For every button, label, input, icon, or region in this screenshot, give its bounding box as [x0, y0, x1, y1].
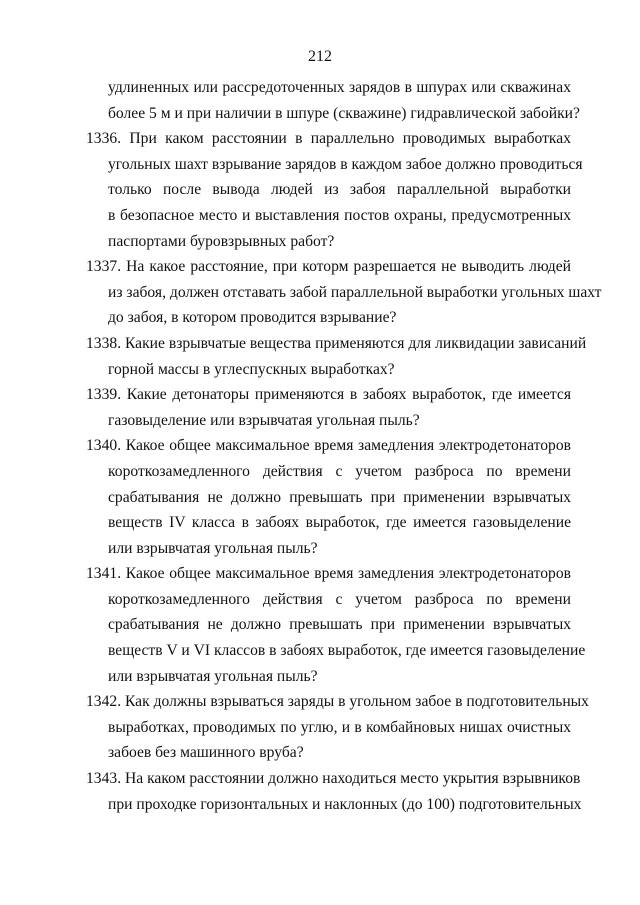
text-line: угольных шахт взрывание зарядов в каждом забое должно проводиться	[108, 155, 583, 173]
text-line: только после вывода людей из забоя параллельной выработки	[108, 181, 571, 199]
text-line: в безопасное место и выставления постов охраны, предусмотренных	[108, 206, 571, 224]
text-line: паспортами буровзрывных работ?	[108, 232, 335, 250]
question-1337-start: 1337. На какое расстояние, при которм разрешается не выводить людей	[86, 258, 571, 276]
question-1338-start: 1338. Какие взрывчатые вещества применяются для ликвидации зависаний	[86, 334, 587, 352]
question-1336-start: 1336. При каком расстоянии в параллельно проводимых выработках	[86, 130, 571, 148]
text-line: горной массы в углеспускных выработках?	[108, 360, 395, 378]
text-line: выработках, проводимых по углю, и в комбайновых нишах очистных	[108, 718, 571, 736]
text-line: при проходке горизонтальных и наклонных (до 100) подготовительных	[108, 795, 582, 813]
text-line: короткозамедленного действия с учетом разброса по времени	[108, 462, 571, 480]
question-1342-start: 1342. Как должны взрываться заряды в угольном забое в подготовительных	[86, 693, 589, 711]
text-line: или взрывчатая угольная пыль?	[108, 667, 318, 685]
document-body	[86, 75, 602, 817]
text-line: или взрывчатая угольная пыль?	[108, 539, 318, 557]
text-line: веществ IV класса в забоях выработок, где имеется газовыделение	[108, 514, 571, 532]
text-line: более 5 м и при наличии в шпуре (скважине) гидравлической забойки?	[108, 104, 580, 122]
text-line: забоев без машинного вруба?	[108, 744, 304, 762]
text-line: срабатывания не должно превышать при применении взрывчатых	[108, 616, 571, 634]
text-line: удлиненных или рассредоточенных зарядов в шпурах или скважинах	[108, 79, 571, 96]
question-1343-start: 1343. На каком расстоянии должно находиться место укрытия взрывников	[86, 770, 581, 788]
question-1341-start: 1341. Какое общее максимальное время замедления электродетонаторов	[86, 565, 571, 583]
question-1339-start: 1339. Какие детонаторы применяются в забоях выработок, где имеется	[86, 386, 571, 404]
page-number: 212	[308, 48, 332, 65]
text-line: веществ V и VI классов в забоях выработок, где имеется газовыделение	[108, 642, 586, 660]
text-line: газовыделение или взрывчатая угольная пыль?	[108, 411, 420, 429]
text-line: из забоя, должен отставать забой параллельной выработки угольных шахт	[108, 283, 602, 301]
text-line: короткозамедленного действия с учетом разброса по времени	[108, 590, 571, 608]
text-line: срабатывания не должно превышать при применении взрывчатых	[108, 488, 571, 506]
text-line: до забоя, в котором проводится взрывание?	[108, 309, 397, 327]
question-1340-start: 1340. Какое общее максимальное время замедления электродетонаторов	[86, 437, 571, 455]
